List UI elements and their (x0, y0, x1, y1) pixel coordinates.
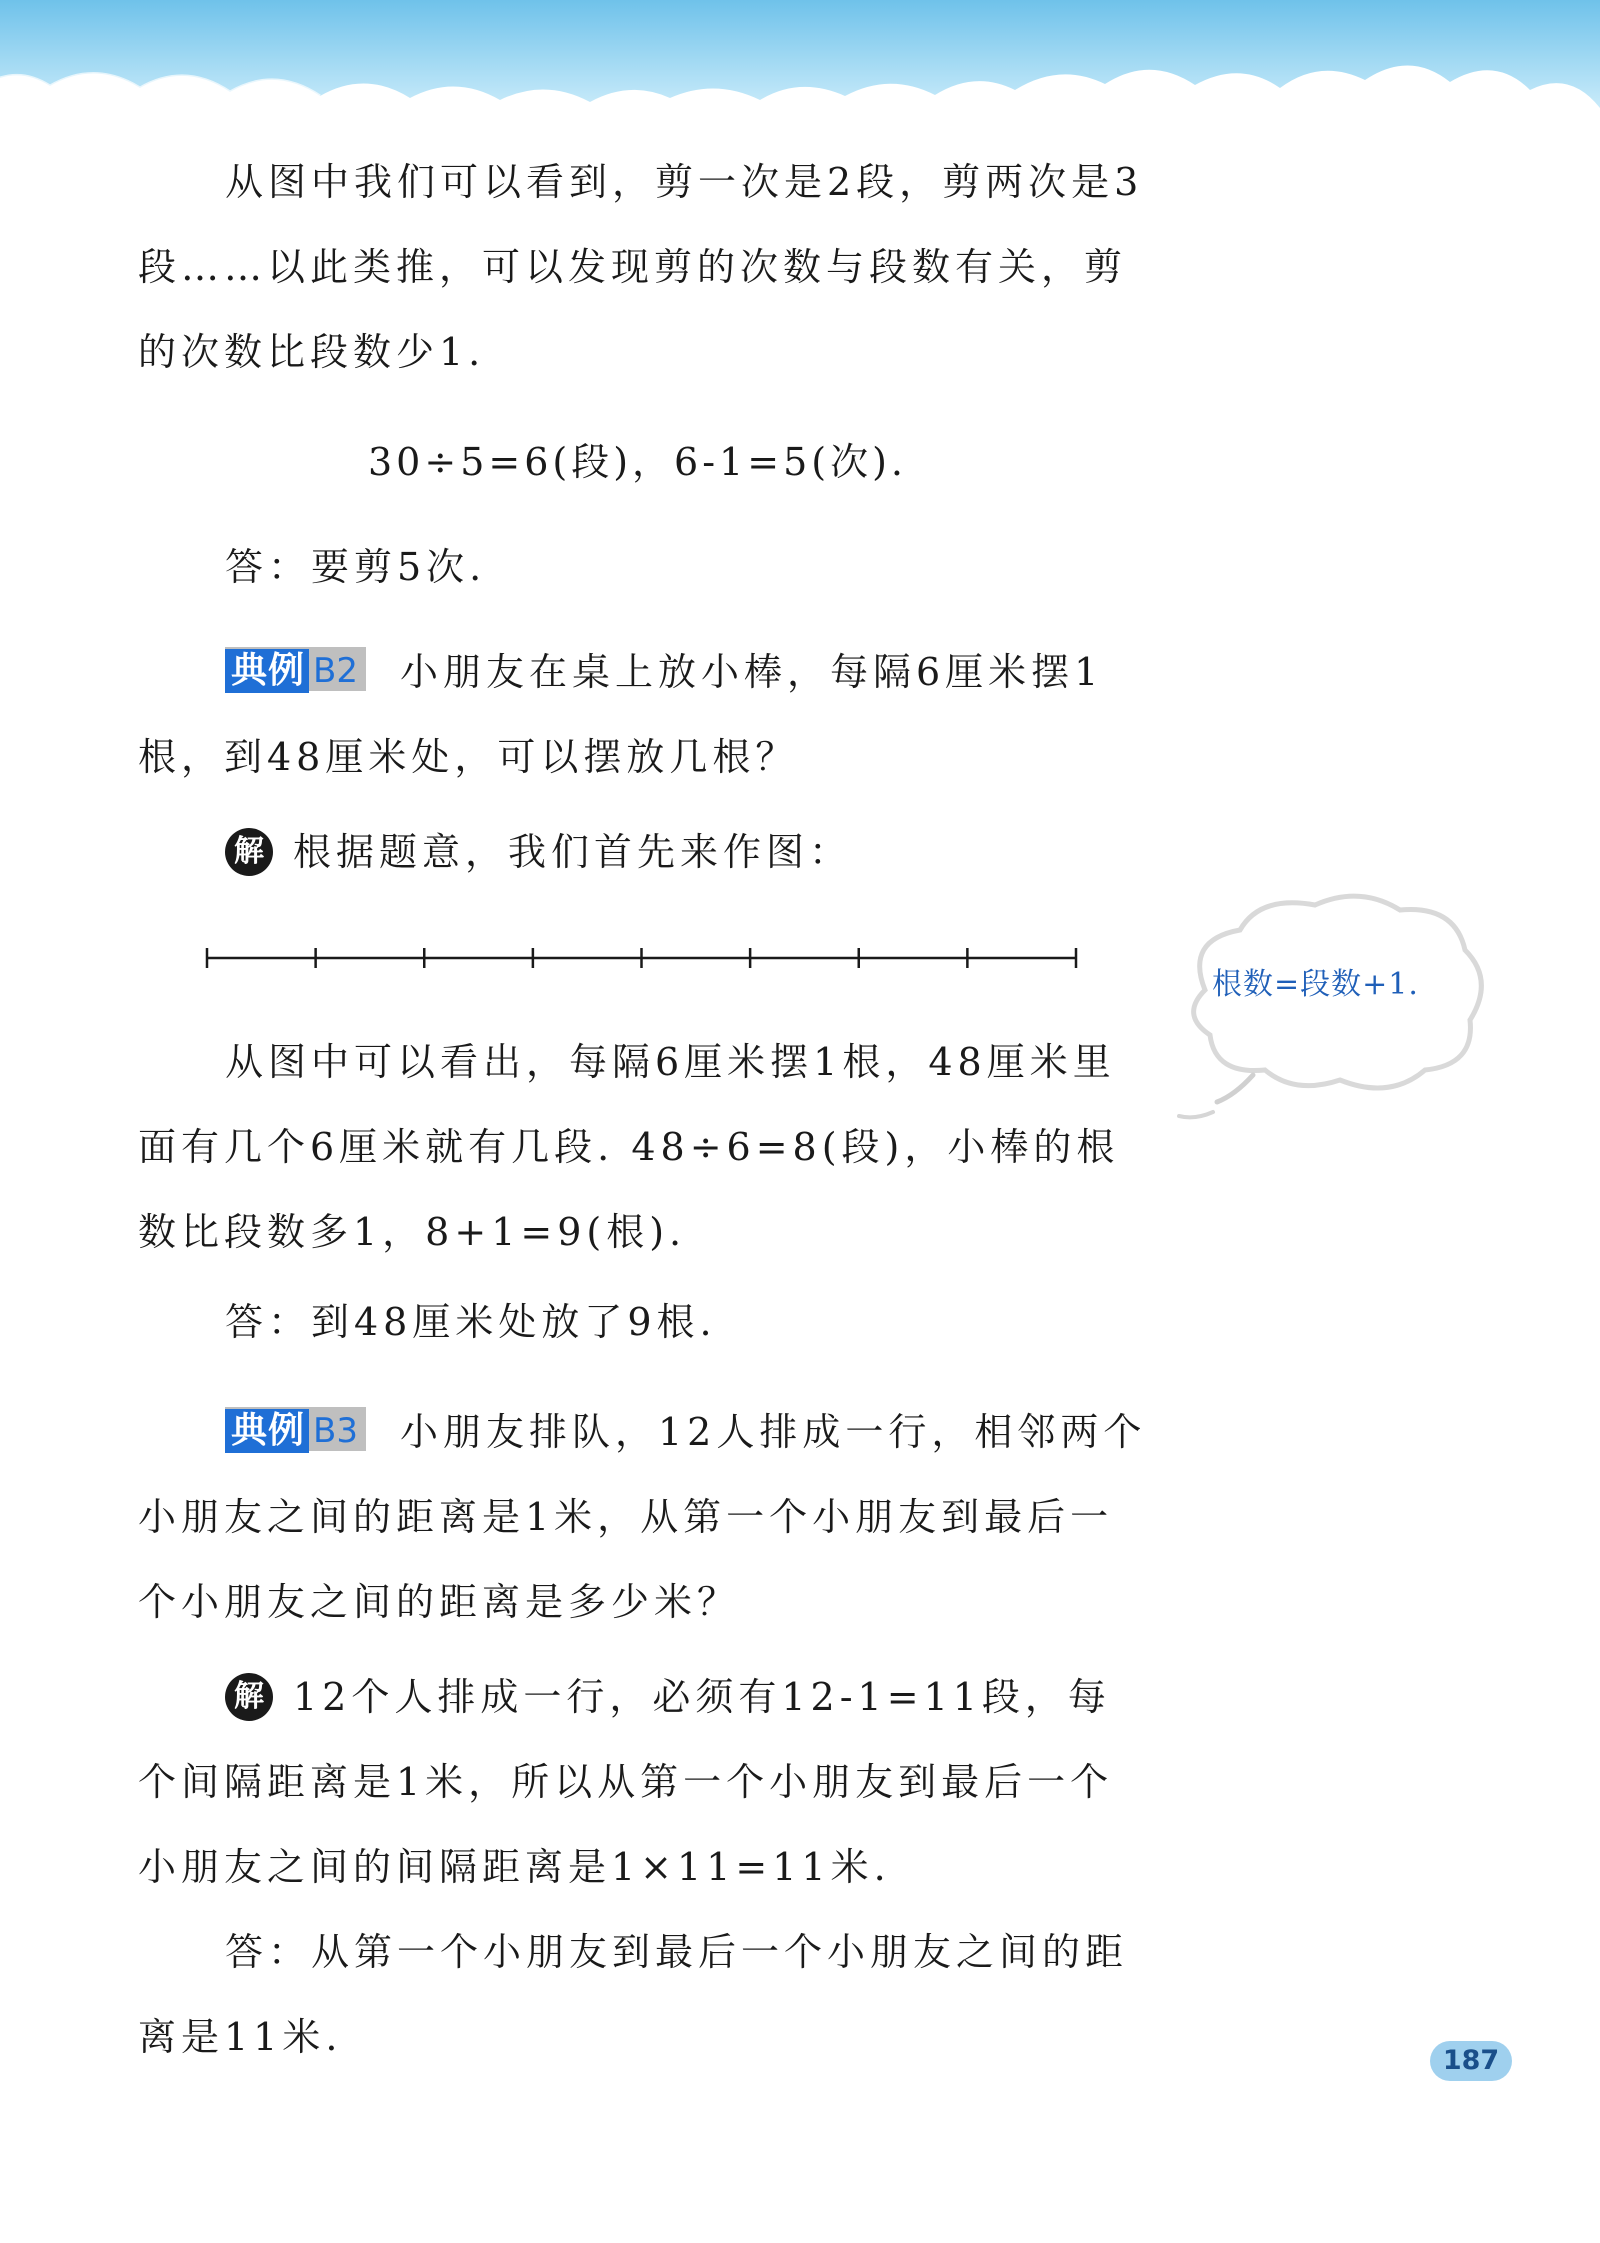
answer-3: 答：从第一个小朋友到最后一个小朋友之间的距离是11米. (138, 1930, 1129, 2059)
paragraph-3: 从图中可以看出，每隔6厘米摆1根，48厘米里面有几个6厘米就有几段. 48÷6=8(段)，小棒的根数比段数多1，8+1=9(根). (138, 1040, 1120, 1254)
solution-badge: 解 (225, 828, 273, 876)
bubble-text: 根数=段数+1. (1212, 967, 1419, 1002)
example-b3 (138, 1390, 1148, 1645)
solution-b2 (138, 810, 1148, 895)
solution-b3 (138, 1655, 1148, 1910)
example-label: 典例 (225, 649, 309, 693)
example-label: 典例 (225, 1409, 309, 1453)
example-tag (225, 1407, 366, 1451)
example-b2 (138, 630, 1148, 800)
answer-2: 答：到48厘米处放了9根. (225, 1300, 717, 1344)
sky-cloud-header (0, 0, 1600, 150)
example-code: B3 (313, 1411, 358, 1451)
segment-diagram (204, 938, 1084, 978)
example-code: B2 (313, 651, 358, 691)
example-question: 小朋友排队，12人排成一行，相邻两个小朋友之间的距离是1米，从第一个小朋友到最后一个小朋友之间的距离是多少米？ (138, 1410, 1147, 1624)
example-tag (225, 647, 366, 691)
solution-text: 根据题意，我们首先来作图： (293, 830, 853, 874)
formula-1: 30÷5=6(段)，6-1=5(次). (368, 440, 907, 484)
answer-1: 答：要剪5次. (225, 545, 487, 589)
paragraph-1: 从图中我们可以看到，剪一次是2段，剪两次是3段……以此类推，可以发现剪的次数与段数有关，剪的次数比段数少1. (138, 160, 1144, 374)
example-question: 小朋友在桌上放小棒，每隔6厘米摆1根，到48厘米处，可以摆放几根？ (138, 650, 1104, 779)
solution-text: 12个人排成一行，必须有12-1=11段，每个间隔距离是1米，所以从第一个小朋友到最后一个小朋友之间的间隔距离是1×11=11米. (138, 1675, 1114, 1889)
thought-bubble (1165, 880, 1495, 1140)
solution-badge: 解 (225, 1673, 273, 1721)
page-number: 187 (1430, 2041, 1512, 2081)
